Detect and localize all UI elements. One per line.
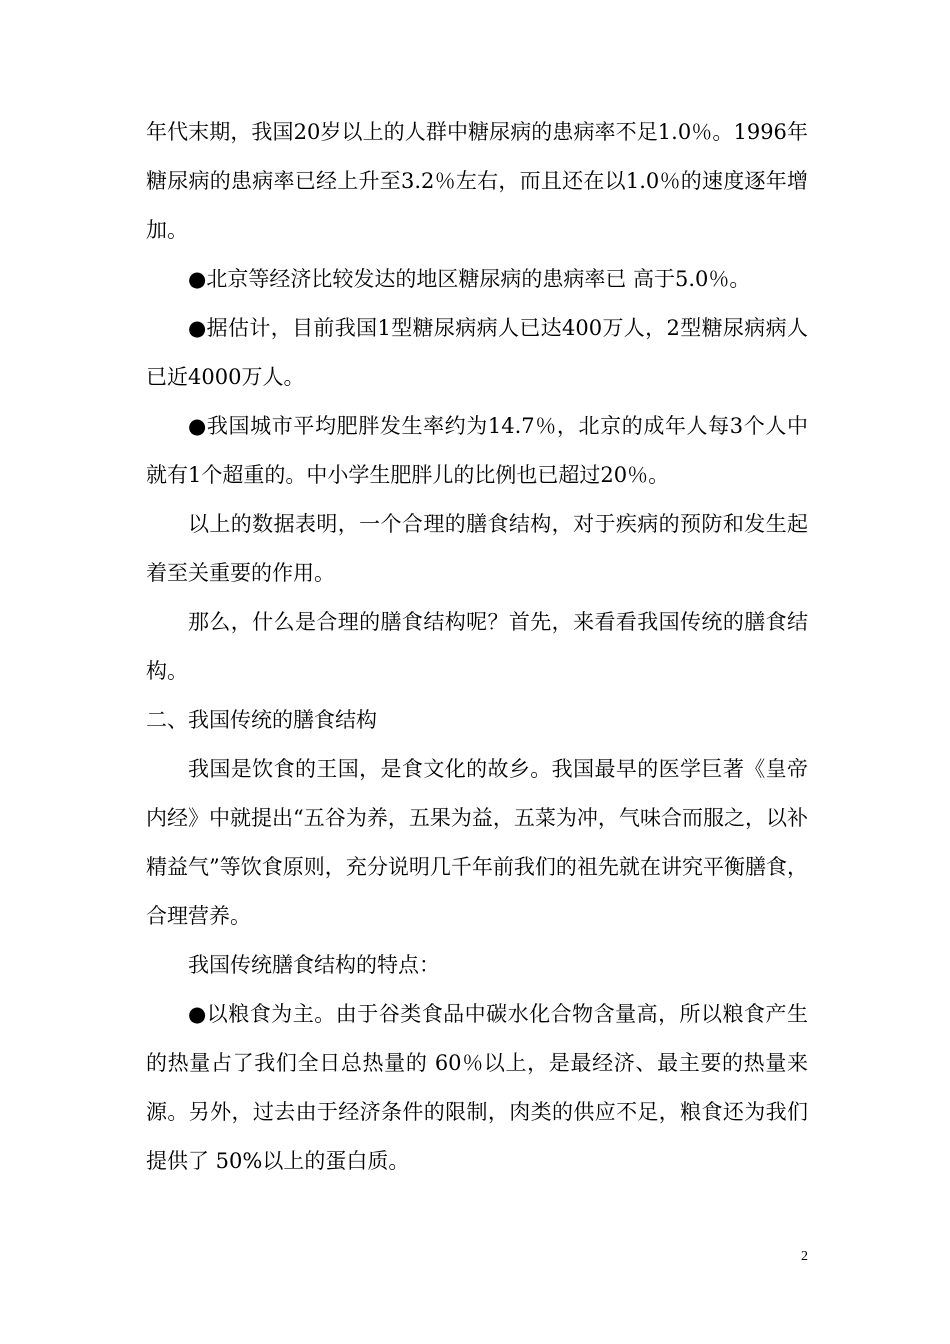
paragraph-grain-based: ●以粮食为主。由于谷类食品中碳水化合物含量高，所以粮食产生的热量占了我们全日总热量的 60％以上，是最经济、最主要的热量来源。另外，过去由于经济条件的限制，肉类的供应不足，粮食还为我们提供了 50%以上的蛋白质。 [146, 1002, 808, 1173]
paragraph-diabetes-estimate: ●据估计，目前我国1型糖尿病病人已达400万人，2型糖尿病病人已近4000万人。 [146, 316, 808, 389]
document-body [146, 108, 808, 1186]
paragraph-food-culture: 我国是饮食的王国，是食文化的故乡。我国最早的医学巨著《皇帝内经》中就提出“五谷为养，五果为益，五菜为冲，气味合而服之，以补精益气”等饮食原则，充分说明几千年前我们的祖先就在讲究平衡膳食，合理营养。 [146, 757, 808, 928]
paragraph-question: 那么，什么是合理的膳食结构呢？首先，来看看我国传统的膳食结构。 [146, 610, 808, 683]
paragraph-diabetes-prevalence: 年代末期，我国20岁以上的人群中糖尿病的患病率不足1.0％。1996年糖尿病的患病率已经上升至3.2％左右，而且还在以1.0％的速度逐年增加。 [146, 120, 808, 242]
section-heading: 二、我国传统的膳食结构 [146, 708, 377, 732]
page-number: 2 [801, 1249, 808, 1264]
paragraph-beijing-diabetes: ●北京等经济比较发达的地区糖尿病的患病率已 高于5.0％。 [188, 267, 751, 291]
paragraph-data-conclusion: 以上的数据表明，一个合理的膳食结构，对于疾病的预防和发生起着至关重要的作用。 [146, 512, 808, 585]
paragraph-obesity-rate: ●我国城市平均肥胖发生率约为14.7％，北京的成年人每3个人中就有1个超重的。中小学生肥胖儿的比例也已超过20％。 [146, 414, 808, 487]
paragraph-features-intro: 我国传统膳食结构的特点： [188, 953, 440, 977]
